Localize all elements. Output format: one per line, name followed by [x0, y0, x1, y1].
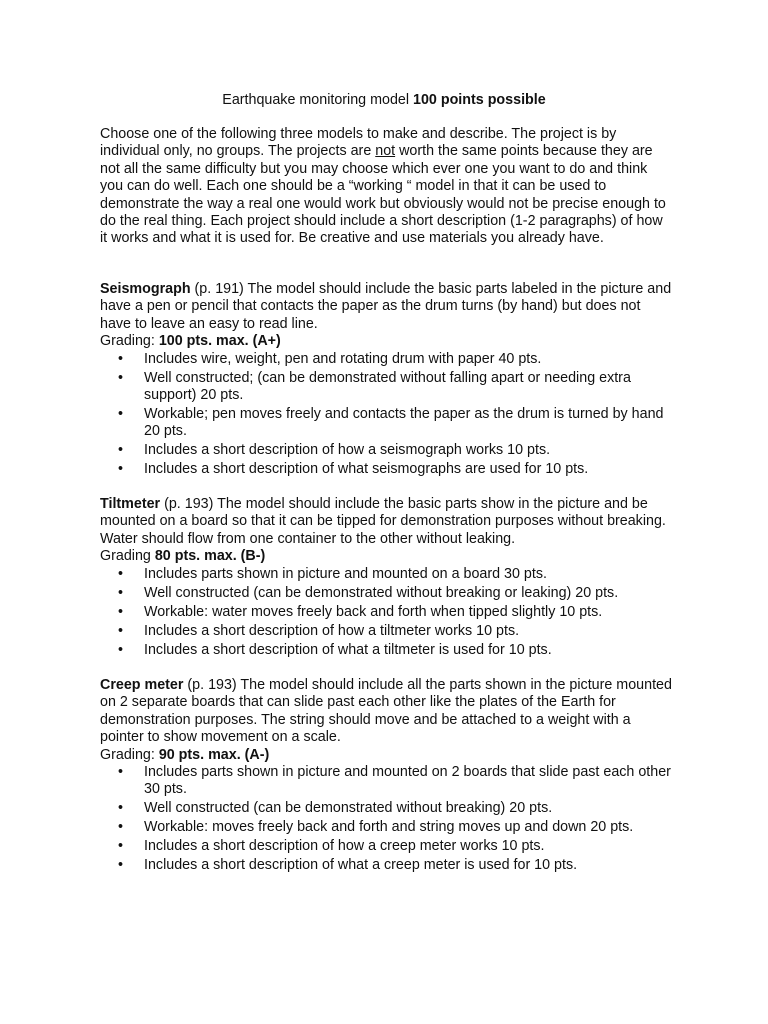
bullet-icon: •: [118, 350, 124, 367]
grading-value: 80 pts. max. (B-): [154, 548, 266, 565]
grading-label: Grading: [100, 548, 155, 565]
list-item: [100, 838, 672, 855]
section-tiltmeter: [100, 496, 672, 661]
intro-text-1: Choose one of the following three models to make and describe. The project is by individual only, no groups. The projects are: [100, 126, 617, 160]
bullet-icon: •: [118, 819, 124, 836]
section-name: Tiltmeter: [100, 496, 161, 512]
list-item: [100, 351, 672, 368]
list-item: [100, 442, 672, 459]
bullet-icon: •: [118, 641, 124, 658]
grading-label: Grading:: [100, 746, 159, 763]
list-item: [100, 406, 672, 441]
list-item-text: Workable; pen moves freely and contacts the paper as the drum is turned by hand 20 pts.: [144, 406, 664, 440]
section-seismograph: [100, 281, 672, 480]
section-name: Seismograph: [100, 281, 191, 297]
list-item-text: Includes wire, weight, pen and rotating drum with paper 40 pts.: [144, 350, 542, 367]
bullet-icon: •: [118, 461, 124, 478]
list-item: [100, 370, 672, 405]
section-name: Creep meter: [100, 677, 184, 693]
list-item-text: Includes a short description of what a creep meter is used for 10 pts.: [144, 857, 578, 874]
document-title: [0, 92, 768, 109]
bullet-icon: •: [118, 565, 124, 582]
list-item: [100, 623, 672, 640]
section-description-text: (p. 191) The model should include the basic parts labeled in the picture and have a pen or pencil that contacts the paper as the drum turns (by hand) but does not have to leave an easy to read line.: [100, 281, 672, 332]
list-item-text: Workable: moves freely back and forth and string moves up and down 20 pts.: [144, 819, 634, 836]
bullet-icon: •: [118, 584, 124, 601]
section-creep-meter: [100, 677, 672, 876]
bullet-icon: •: [118, 369, 124, 386]
section-description-text: (p. 193) The model should include the basic parts show in the picture and be mounted on a board so that it can be tipped for demonstration purposes without breaking. Water should flow from one container to the other without leaking.: [100, 496, 666, 547]
bullet-icon: •: [118, 838, 124, 855]
list-item-text: Includes a short description of how a creep meter works 10 pts.: [144, 838, 545, 855]
bullet-icon: •: [118, 442, 124, 459]
list-item-text: Includes a short description of what a tiltmeter is used for 10 pts.: [144, 641, 552, 658]
list-item: [100, 566, 672, 583]
bullet-icon: •: [118, 800, 124, 817]
list-item: [100, 819, 672, 836]
criteria-list: [100, 351, 672, 479]
bullet-icon: •: [118, 603, 124, 620]
list-item-text: Includes a short description of how a tiltmeter works 10 pts.: [144, 622, 520, 639]
criteria-list: [100, 764, 672, 875]
list-item-text: Well constructed (can be demonstrated without breaking) 20 pts.: [144, 800, 553, 817]
section-grading: [100, 333, 672, 350]
title-text: Earthquake monitoring model: [222, 92, 414, 108]
list-item: [100, 461, 672, 478]
list-item: [100, 642, 672, 659]
bullet-icon: •: [118, 406, 124, 423]
list-item: [100, 604, 672, 621]
intro-underlined-word: not: [375, 143, 396, 160]
bullet-icon: •: [118, 622, 124, 639]
grading-value: 100 pts. max. (A+): [158, 333, 281, 350]
list-item-text: Well constructed; (can be demonstrated without falling apart or needing extra support) 20 pts.: [144, 369, 631, 404]
bullet-icon: •: [118, 857, 124, 874]
grading-value: 90 pts. max. (A-): [158, 746, 270, 763]
criteria-list: [100, 566, 672, 659]
list-item: [100, 800, 672, 817]
list-item: [100, 857, 672, 874]
list-item-text: Includes a short description of how a seismograph works 10 pts.: [144, 442, 551, 459]
section-grading: [100, 548, 672, 565]
list-item-text: Includes parts shown in picture and mounted on 2 boards that slide past each other 30 pts.: [144, 764, 671, 798]
list-item: [100, 585, 672, 602]
title-points: 100 points possible: [413, 92, 546, 108]
list-item: [100, 764, 672, 799]
list-item-text: Includes parts shown in picture and mounted on a board 30 pts.: [144, 565, 547, 582]
section-grading: [100, 747, 672, 764]
intro-text-2: worth the same points because they are not all the same difficulty but you may choose which ever one you want to do and think you can do well. Each one should be a “working “ model in that it can be used to demonstrate the way a real one would work but obviously would not be precise enough to do the real thing. Each project should include a short description (1-2 paragraphs) of how it works and what it is used for. Be creative and use materials you already have.: [100, 143, 666, 247]
bullet-icon: •: [118, 764, 124, 781]
list-item-text: Workable: water moves freely back and forth when tipped slightly 10 pts.: [144, 603, 603, 620]
section-description-text: (p. 193) The model should include all the parts shown in the picture mounted on 2 separate boards that can slide past each other like the plates of the Earth for demonstration purposes. The string should move and be attached to a weight with a pointer to show movement on a scale.: [100, 677, 672, 746]
section-description: [100, 496, 672, 548]
list-item-text: Includes a short description of what seismographs are used for 10 pts.: [144, 461, 589, 478]
intro-paragraph: [100, 126, 672, 248]
list-item-text: Well constructed (can be demonstrated without breaking or leaking) 20 pts.: [144, 584, 619, 601]
grading-label: Grading:: [100, 333, 159, 350]
section-description: [100, 677, 672, 747]
section-description: [100, 281, 672, 333]
